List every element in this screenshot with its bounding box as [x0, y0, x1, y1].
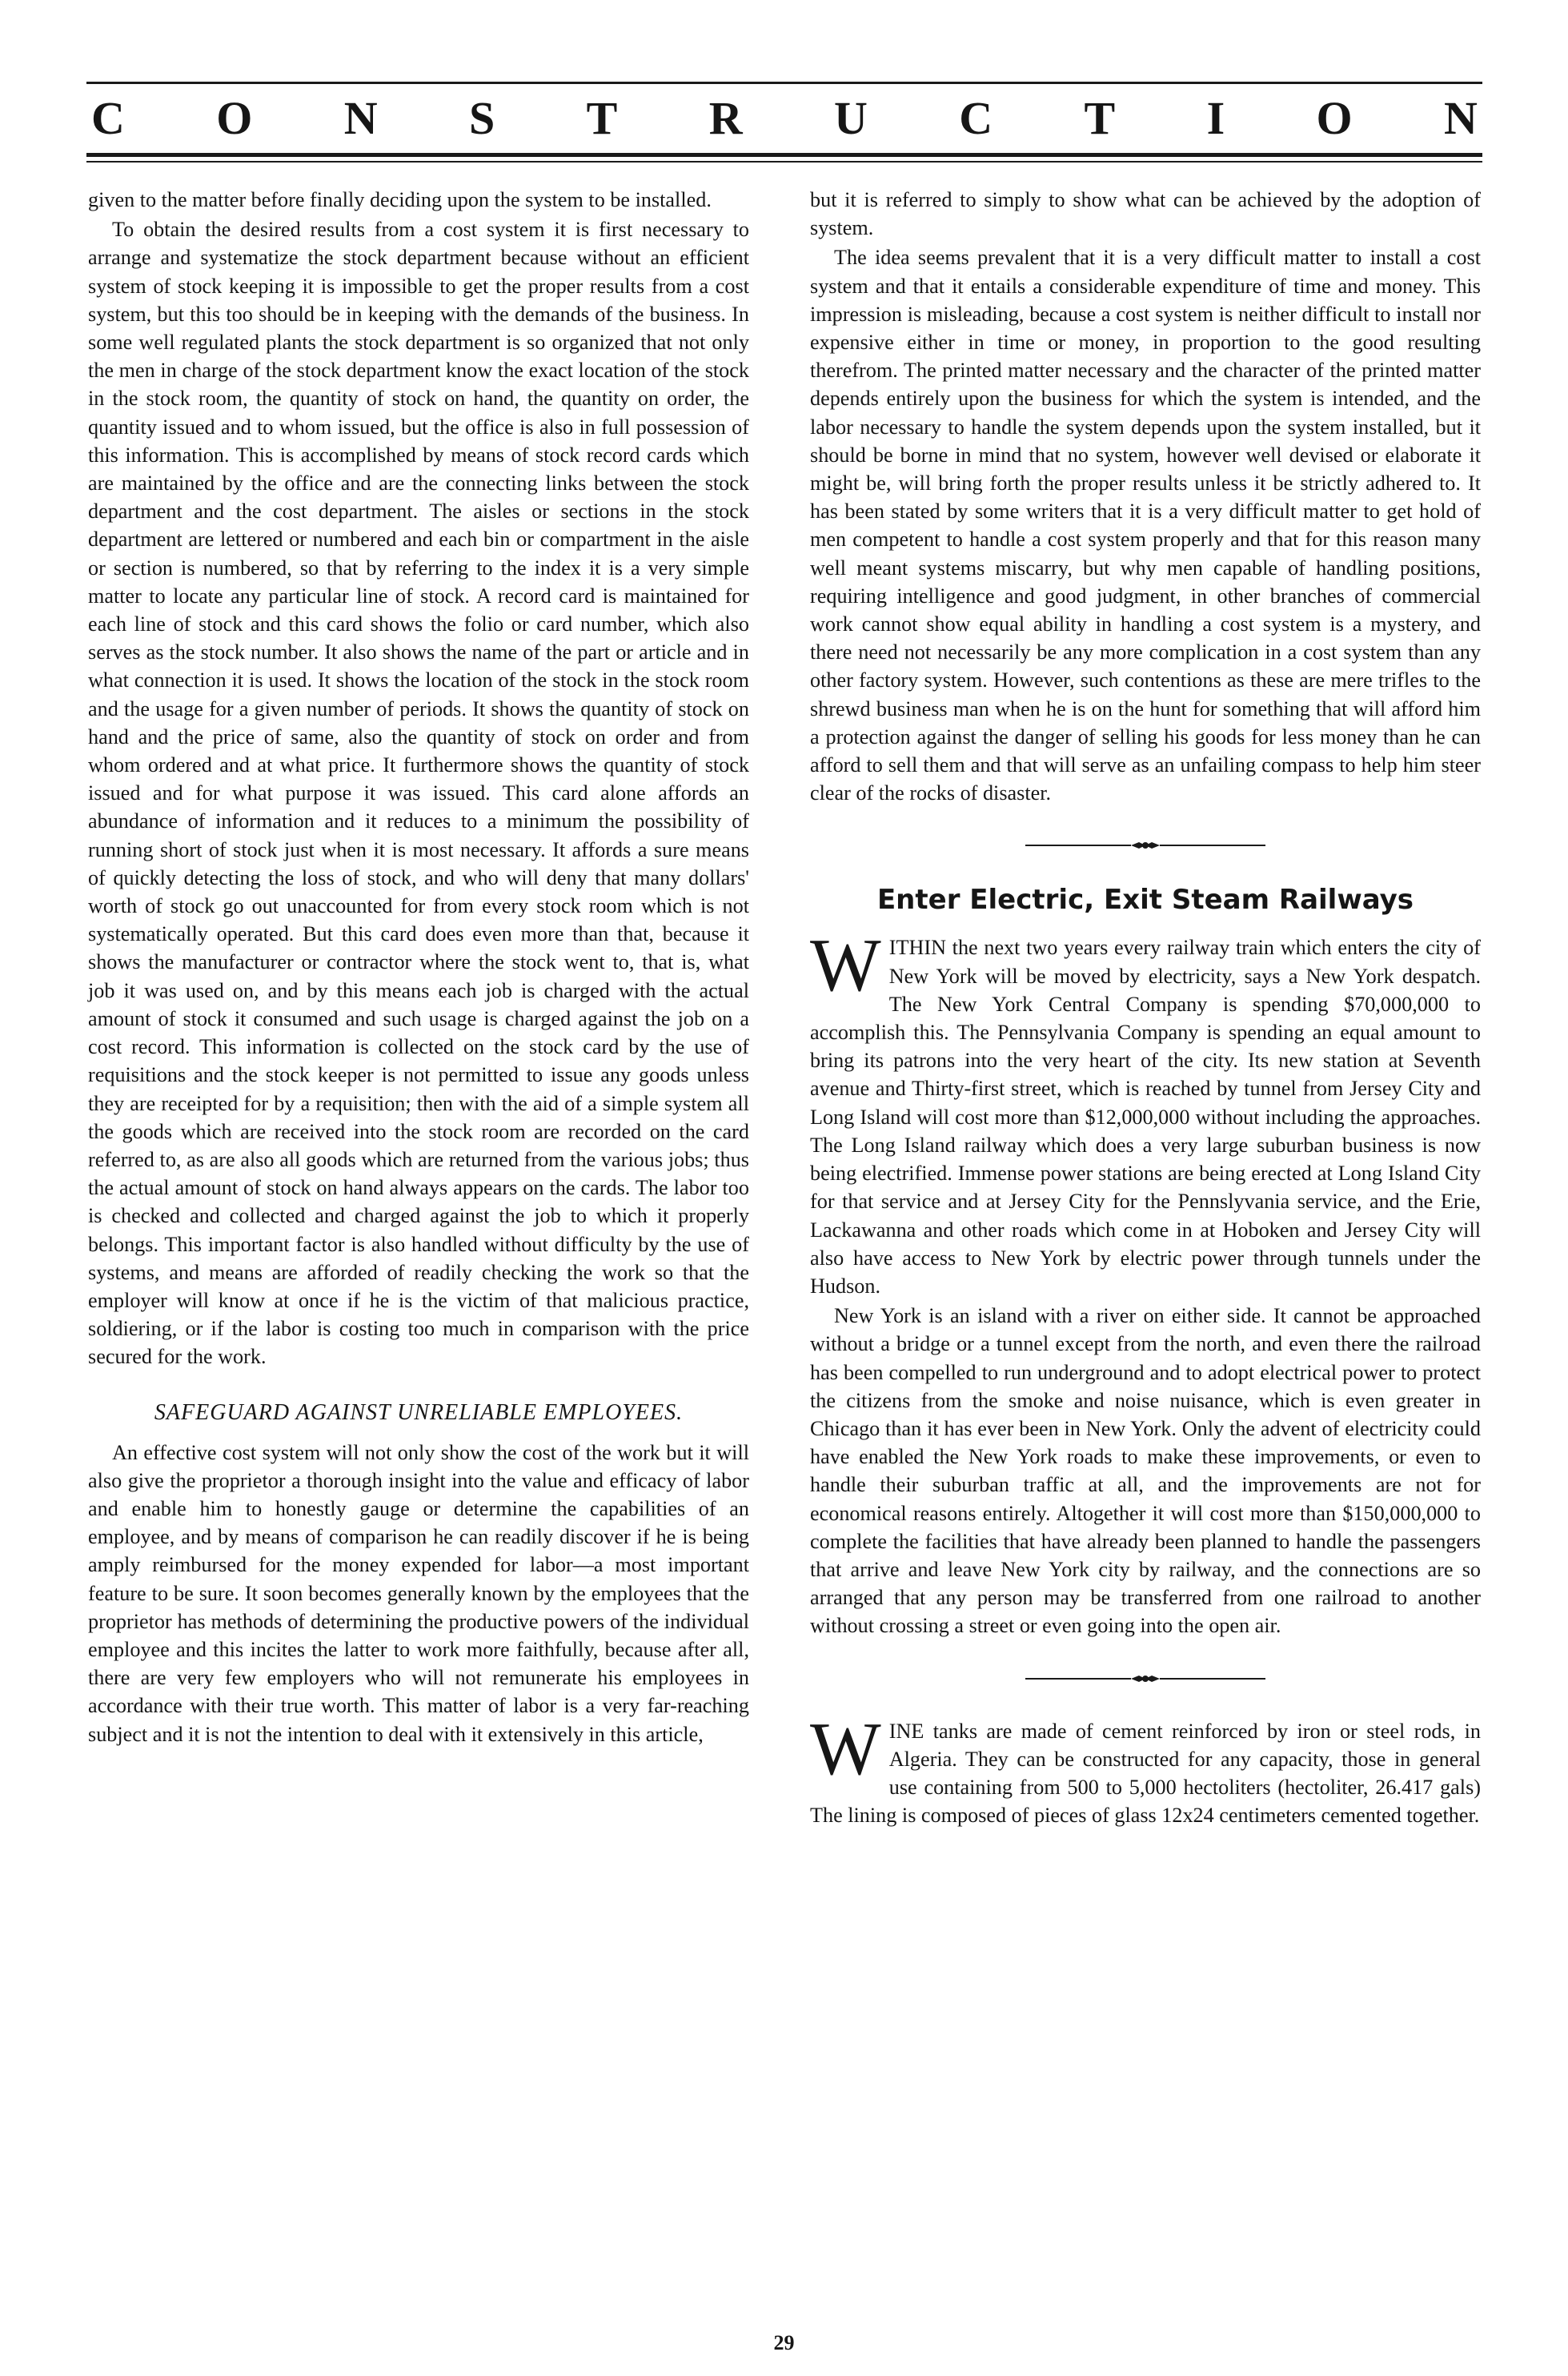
section-divider — [1025, 837, 1265, 853]
note-paragraph — [810, 1707, 1481, 1830]
body-paragraph: An effective cost system will not only show the cost of the work but it will also give the proprietor a thorough insight into the value and efficacy of labor and enable him to honestly gauge or determine the capabilities of an employee, and by means of comparison he can readily discover if he is being amply reimbursed for the money expended for labor—a most important feature to be sure. It soon becomes generally known by the employees that the proprietor has methods of determining the productive powers of the individual employee and this incites the latter to work more faithfully, because after all, there are very few employers who will not remunerate his employees in accordance with their true worth. This matter of labor is a very far-reaching subject and it is not the intention to deal with it extensively in this article, — [88, 1440, 749, 1746]
masthead-bottom-rule — [86, 153, 1482, 157]
page-number: 29 — [773, 2331, 795, 2354]
lead-word: INE — [888, 1719, 924, 1743]
section-subhead: SAFEGUARD AGAINST UNRELIABLE EMPLOYEES. — [154, 1399, 684, 1425]
body-paragraph: The idea seems prevalent that it is a very difficult matter to install a cost system and that it entails a considerable expenditure of time and money. This impression is misleading, because a cost system is neither difficult to install nor expensive either in time or money, in proportion to the good resulting therefrom. The printed matter necessary and the character of the printed matter depends entirely upon the business for which the system is intended, and the labor necessary to handle the system depends upon the system installed, but it should be borne in mind that no system, however well devised or elaborate it might be, will bring forth the proper results unless it be strictly adhered to. It has been stated by some writers that it is a very difficult matter to get hold of men competent to handle a cost system properly and that for this reason many well meant systems miscarry, but why men capable of handling positions, requiring intelligence and good judgment, in other branches of commercial work cannot show equal ability in handling a cost system is a mystery, and there need not necessarily be any more complication in a cost system than any other factory system. However, such contentions as these are mere trifles to the shrewd business man when he is on the hunt for something that will afford him a protection against the danger of selling his goods for less money than he can afford to sell them and that will serve as an unfailing compass to help him steer clear of the rocks of disaster. — [810, 246, 1481, 805]
right-column — [810, 186, 1481, 1829]
masthead-letter: N — [343, 92, 378, 144]
masthead-letter: I — [1206, 92, 1225, 144]
body-paragraph: given to the matter before finally deciding upon the system to be installed. — [88, 188, 712, 211]
masthead-thin-rule — [86, 161, 1482, 163]
masthead-top-rule — [86, 82, 1482, 84]
article-lead-text: the next two years every railway train which enters the city of New York will be moved by electricity, says a New York despatch. The New York Central Company is spending $70,000,000 to accomplish this. The Pennsylvania Company is spending an equal amount to bring its patrons into the very heart of the city. Its new station at Seventh avenue and Thirty-first street, which is reached by tunnel from Jersey City and Long Island will cost more than $12,000,000 without including the approaches. The Long Island railway which does a very large suburban business is now being electrified. Immense power stations are being erected at Long Island City for that service and at Jersey City for the Pennslyvania service, and the Erie, Lackawanna and other roads which come in at Hoboken and Jersey City will also have access to New York by electric power through tunnels under the Hudson. — [810, 936, 1481, 1298]
note-text: tanks are made of cement reinforced by iron or steel rods, in Algeria. They can be constructed for any capacity, those in general use containing from 500 to 5,000 hectoliters (hectoliter, 26.417 gals) The lining is composed of pieces of glass 12x24 centimeters cemented together. — [810, 1719, 1481, 1828]
masthead-letter: N — [1444, 92, 1478, 144]
masthead-letter: O — [1316, 92, 1353, 144]
masthead-letter: T — [586, 92, 618, 144]
left-column — [88, 186, 749, 1748]
masthead-letter: T — [1084, 92, 1116, 144]
drop-cap: W — [810, 924, 881, 1008]
divider-ornament-icon — [1131, 1673, 1160, 1684]
lead-word: ITHIN — [888, 936, 946, 960]
section-divider — [1025, 1671, 1265, 1687]
divider-ornament-icon — [1131, 840, 1160, 851]
article-lead-paragraph — [810, 924, 1481, 1300]
drop-cap: W — [810, 1707, 881, 1791]
article-title: Enter Electric, Exit Steam Railways — [876, 884, 1414, 917]
body-paragraph: but it is referred to simply to show what can be achieved by the adoption of system. — [810, 188, 1481, 240]
body-paragraph: To obtain the desired results from a cost system it is first necessary to arrange and systematize the stock department because without an efficient system of stock keeping it is impossible to get the proper results from a cost system, but this too should be in keeping with the demands of the business. In some well regulated plants the stock department is so organized that not only the men in charge of the stock department know the exact location of the stock in the stock room, the quantity of stock on hand, the quantity on order, the quantity issued and to whom issued, but the office is also in full possession of this information. This is accomplished by means of stock record cards which are maintained by the office and are the connecting links between the stock department and the cost department. The aisles or sections in the stock department are lettered or numbered and each bin or compartment in the aisle or section is numbered, so that by referring to the index it is a very simple matter to locate any particular line of stock. A record card is maintained for each line of stock and this card shows the folio or card number, which also serves as the stock number. It also shows the name of the part or article and in what connection it is used. It shows the location of the stock in the stock room and the usage for a given number of periods. It shows the quantity of stock on hand and the price of same, also the quantity of stock on order and from whom ordered and at what price. It furthermore shows the quantity of stock issued and for what purpose it was issued. This card alone affords an abundance of information and it reduces to a minimum the possibility of running short of stock just when it is most necessary. It affords a sure means of quickly detecting the loss of stock, and who will deny that many dollars' worth of stock go out unaccounted for from every stock room which is not systematically operated. But this card does even more than that, because it shows the manufacturer or contractor where the stock went to, that is, what job it was used on, and by this means each job is charged with the actual amount of stock it consumed and such usage is charged against the job on a cost record. This information is collected on the stock card by the use of requisitions and the stock keeper is not permitted to issue any goods unless they are receipted for by a requisition; then with the aid of a simple system all the goods which are received into the stock room are recorded on the card referred to, as are also all goods which are returned from the various jobs; thus the actual amount of stock on hand always appears on the cards. The labor too is checked and collected and charged against the job to which it properly belongs. This important factor is also handled without difficulty by the use of systems, and means are afforded of readily checking the work so that the employer will know at once if he is the victim of that malicious practice, soldiering, or if the labor is costing too much in comparison with the price secured for the work. — [88, 218, 749, 1369]
masthead-letter: C — [959, 92, 993, 144]
masthead-letter: C — [91, 92, 125, 144]
masthead-title — [86, 92, 1482, 144]
masthead — [86, 82, 1482, 163]
body-paragraph: New York is an island with a river on either side. It cannot be approached without a bridge or a tunnel except from the north, and even there the railroad has been compelled to run underground and to adopt electrical power to protect the citizens from the smoke and noise nuisance, which is even greater in Chicago than it has ever been in New York. Only the advent of electricity could have enabled the New York roads to make these improvements, or even to handle their suburban traffic at all, and the improvements are not for economical reasons entirely. Altogether it will cost more than $150,000,000 to complete the facilities that have already been planned to handle the passengers that arrive and leave New York city by railway, and the connections are so arranged that any person may be transferred from one railroad to another without crossing a street or even going into the open air. — [810, 1304, 1481, 1638]
masthead-letter: O — [216, 92, 253, 144]
masthead-letter: R — [708, 92, 743, 144]
masthead-letter: S — [469, 92, 495, 144]
masthead-letter: U — [834, 92, 868, 144]
